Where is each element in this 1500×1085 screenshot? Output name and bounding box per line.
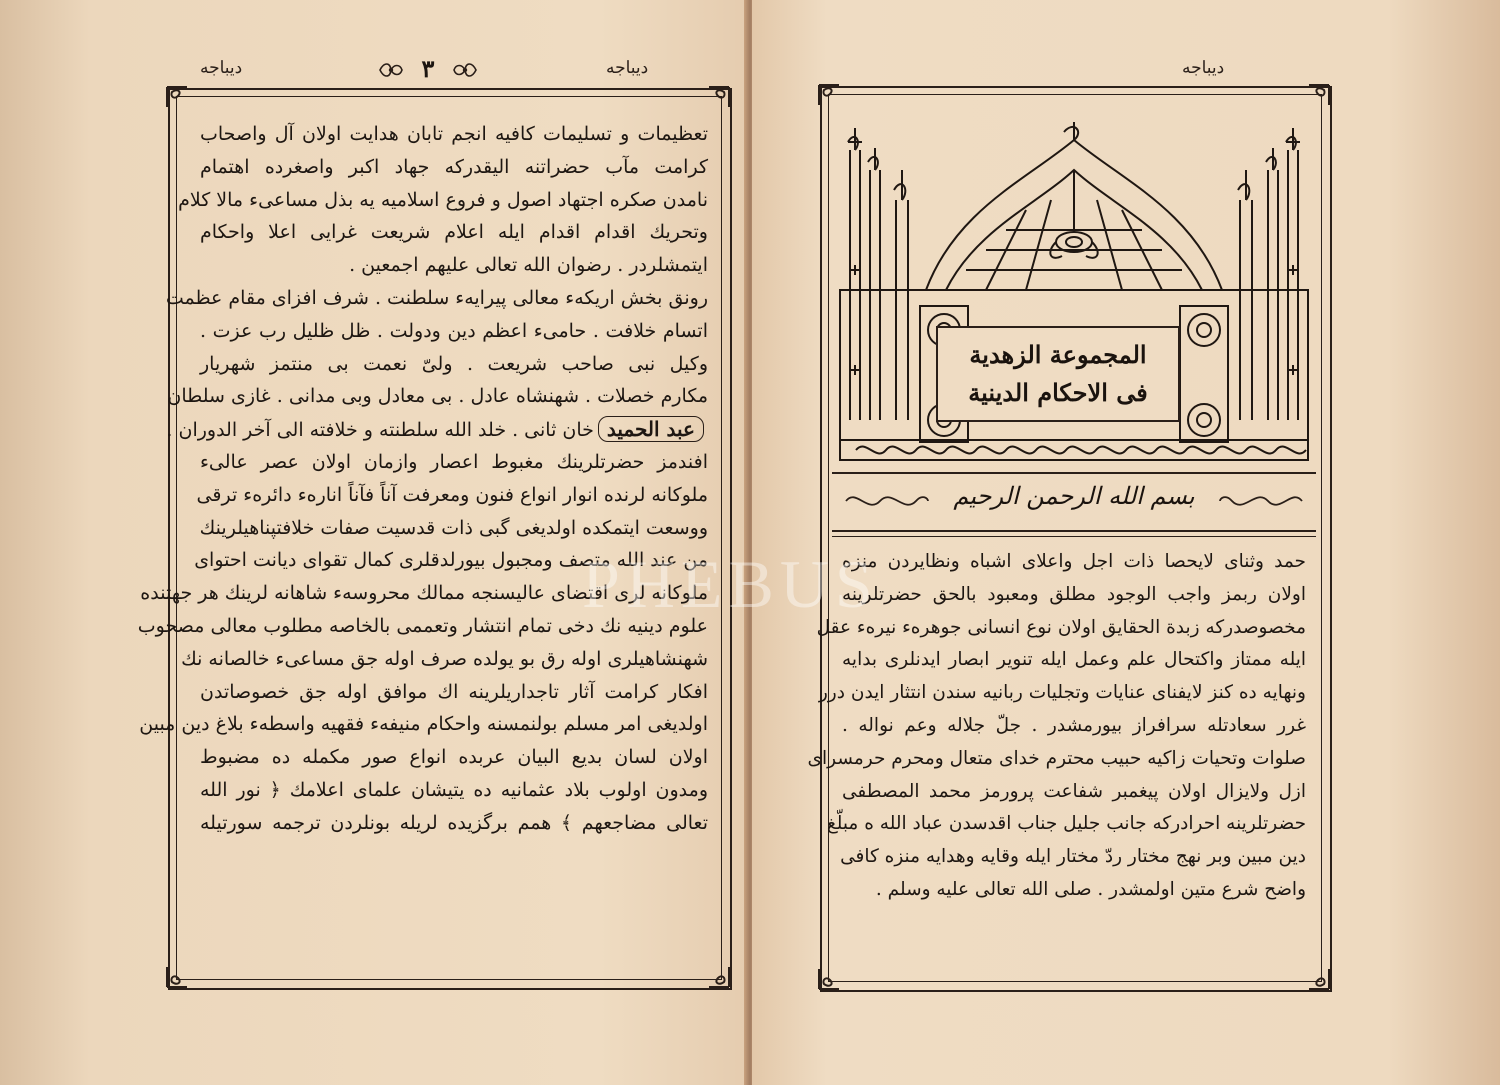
text-line: افکار کرامت آثار تاجداریلرینه اك موافق اوله جق خصوصاتدن [200,680,708,703]
text-line: دین مبین وبر نهج مختار ردّ مختار ایله وقایه وهدایه منزه کافی [840,846,1306,868]
page-number-ornament [378,56,478,84]
book-title: المجموعة الزهدیة [969,340,1147,369]
corner-ornament-icon [1306,966,1332,992]
ornament-icon [378,60,404,80]
basmala-text: بسم الله الرحمن الرحیم [953,482,1195,510]
sultan-name-cartouche: عبد الحمید [598,416,704,442]
text-line: اتسام خلافت . حامیء اعظم دین ودولت . ظل ظلیل رب عزت . [200,319,708,342]
watermark: PHEBUS [582,546,879,622]
text-line: اولان لسان بدیع البیان عربده انواع صور مکمله ده مضبوط [200,746,708,769]
text-line-sultan [166,413,708,446]
corner-ornament-icon [816,82,842,108]
text-line: مکارم خصلات . شهنشاه عادل . بی معادل وبی مدانی . غازی سلطان [167,385,708,408]
text-line: ووسعت ایتمکده اولدیغی گبی ذات قدسیت صفات خلافتپناهیلرینك [199,516,708,539]
corner-ornament-icon [164,84,190,110]
right-running-head: دیباجه [1182,58,1225,78]
text-line: ازل ولایزال اولان پیغمبر شفاعت پرورمز محمد المصطفی [842,780,1306,802]
text-line: کرامت مآب حضراتنه الیقدرکه جهاد اکبر واصغرده اهتمام [200,155,708,178]
text-line: وتحریك اقدام اقدام ایله اعلام شریعت غرایی اعلا واحکام [200,221,708,244]
page-number: ٣ [421,54,435,83]
text-line: اولان ربمز واجب الوجود مطلق ومعبود بالحق حضرتلرینه [842,583,1306,605]
text-line: من عند الله متصف ومجبول بیورلدقلری کمال تقوای دیانت احتوای [194,549,708,572]
text-line: حضرتلرینه احرادرکه جانب جلیل جناب اقدسدن عباد الله ه مبلّغ [826,813,1306,835]
left-running-head [0,56,748,86]
book-subtitle: فی الاحکام الدینیة [968,378,1148,407]
text-line: صلوات وتحیات زاکیه حبیب محترم خدای متعال ومحرم حرمسرای [807,747,1306,769]
text-line: حمد وثنای لایحصا ذات اجل واعلای اشباه ونظایردن منزه [842,551,1306,572]
text-line: ملوکانه لری اقتضای عالیسنجه ممالك محروسهء شاهانه لرینك هر جهتنده [140,582,708,605]
text-line: اولدیغی امر مسلم بولنمسنه واحکام منیفهء فقهیه واسطهء بلاغ دین مبین [139,713,708,736]
running-head-left-text: دیباجه [200,58,243,78]
corner-ornament-icon [816,966,842,992]
ornament-icon [452,60,478,80]
text-line: رونق بخش اریکهء معالی پیرایهء سلطنت . شرف افزای مقام عظمت [165,286,708,309]
right-page-text [807,546,1306,907]
text-line: وکیل نبی صاحب شریعت . ولیّ نعمت بی منتمز شهریار [200,352,708,375]
text-line: ایتمشلردر . رضوان الله تعالی علیهم اجمعین . [349,254,708,277]
text-divider [832,536,1316,537]
text-line: خان ثانی . خلد الله سلطنته و خلافته الی آخر الدوران . [166,419,594,442]
text-line: افندمز حضرتلرینك مغبوط اعصار وازمان اولان عصر عالیء [200,450,708,473]
corner-ornament-icon [164,964,190,990]
left-page-text [137,118,708,840]
text-line: غرر سعادتله سرافراز بیورمشدر . جلّ جلاله وعم نواله . [842,714,1306,736]
left-page [0,0,748,1085]
text-line: ملوکانه لرنده انوار انواع فنون ومعرفت آناً فآناً انارهء دائرهء ترقی [196,483,708,506]
text-line: تعالی مضاجعهم ﴾ همم برگزیده لریله بونلردن ترجمه سورتیله [200,811,708,834]
text-line: شهنشاهیلری اوله رق بو یولده صرف اوله جق مساعیء خالصانه نك [181,647,708,670]
text-line: تعظیمات و تسلیمات کافیه انجم تابان هدایت اولان آل واصحاب [200,123,708,145]
corner-ornament-icon [706,84,732,110]
text-line: ونهایه ده کنز لایفنای عنایات وتجلیات ربانیه سندن انتثار ایدن درر [818,682,1306,704]
text-line: نامدن صکره اجتهاد اصول و فروع اسلامیه یه بذل مساعیء مالا کلام [178,188,708,211]
scroll-ornament-icon [1216,486,1306,516]
text-line: مخصوصدرکه زبدة الحقایق اولان نوع انسانی جوهرهء نیرهء عقل [816,616,1306,638]
running-head-right-text: دیباجه [606,58,649,78]
corner-ornament-icon [1306,82,1332,108]
text-line: ایله ممتاز واکتحال علم وعمل ایله تنویر ابصار ایدنلری بدایه [842,649,1306,671]
corner-ornament-icon [706,964,732,990]
basmala-panel [832,472,1316,532]
text-line: علوم دینیه نك دخی تمام انتشار وتعممی بالخاصه مطلوب معالی مصحوب [137,614,708,637]
text-line: واضح شرع متین اولمشدر . صلی الله تعالی علیه وسلم . [875,878,1306,900]
book-title-cartouche [936,326,1180,422]
text-line: ومدون اولوب بلاد عثمانیه ده یتیشان علمای اعلامك ﴿ نور الله [200,778,708,801]
